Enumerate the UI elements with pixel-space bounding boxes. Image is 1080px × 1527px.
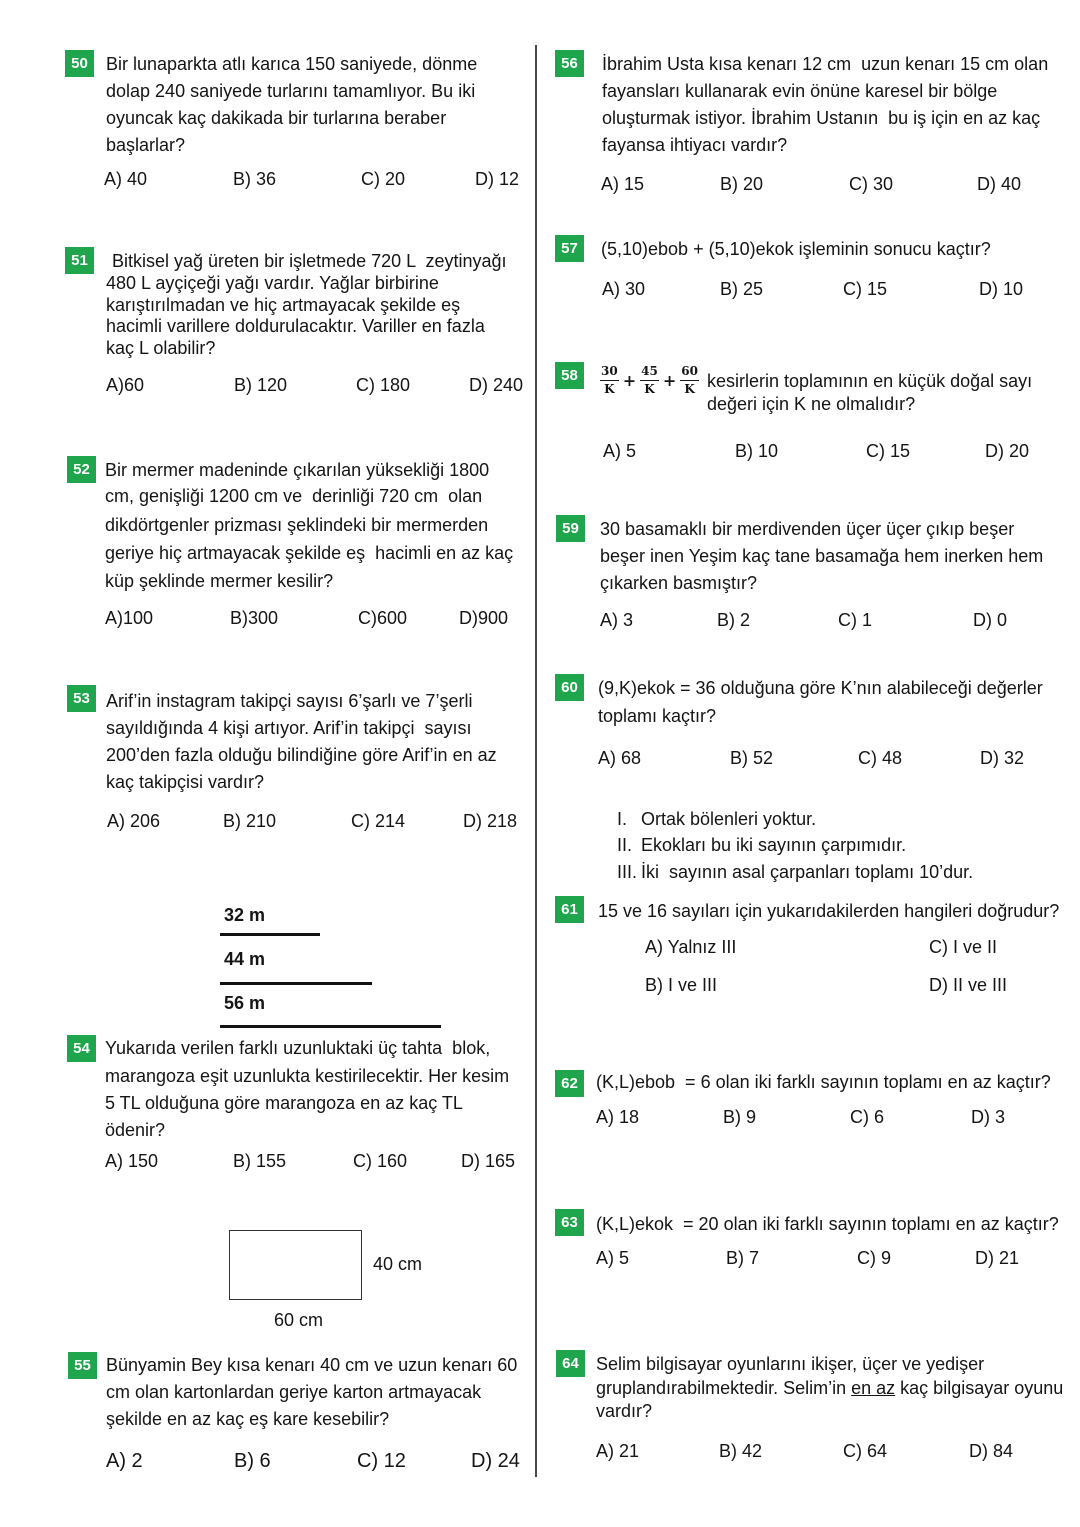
- question-text-line: (5,10)ebob + (5,10)ekok işleminin sonucu kaçtır?: [601, 239, 991, 259]
- planks-figure: [215, 900, 450, 1030]
- question-54: [67, 1035, 532, 1171]
- answer-option-c: C) 12: [357, 1450, 406, 1472]
- statement-text: Ekokları bu iki sayının çarpımıdır.: [641, 835, 907, 855]
- fraction-denominator: K: [644, 381, 655, 396]
- question-61: [555, 896, 1070, 996]
- question-number-badge: 50: [65, 50, 94, 77]
- question-text-line: 5 TL olduğuna göre marangoza en az kaç TL: [105, 1093, 463, 1113]
- plank-label: 32 m: [224, 905, 266, 925]
- question-text-line: vardır?: [596, 1401, 653, 1421]
- question-50: [65, 50, 530, 190]
- question-number-badge: 52: [67, 456, 96, 483]
- plank-line: [220, 1025, 441, 1028]
- answer-option-c: C) 1: [838, 610, 873, 630]
- answer-option-b: B) 42: [719, 1441, 763, 1461]
- answer-option-d: D) 0: [973, 610, 1008, 630]
- question-text-line: 15 ve 16 sayıları için yukarıdakilerden hangileri doğrudur?: [598, 901, 1060, 921]
- answer-option-a: A) 68: [598, 748, 642, 768]
- fraction-numerator: 45: [640, 363, 659, 381]
- answer-option-c: C) 15: [866, 441, 911, 461]
- answer-option-c: C) 9: [857, 1248, 892, 1268]
- question-text-line: ödenir?: [105, 1120, 166, 1140]
- question-text-line: Selim bilgisayar oyunlarını ikişer, üçer ve yedişer: [596, 1354, 985, 1374]
- question-text-line: değeri için K ne olmalıdır?: [707, 394, 916, 414]
- question-60: [555, 674, 1070, 768]
- carton-side-label: 40 cm: [373, 1254, 423, 1274]
- question-text-line: Yukarıda verilen farklı uzunluktaki üç tahta blok,: [105, 1038, 491, 1058]
- text-segment: gruplandırabilmektedir. Selim’in: [596, 1378, 852, 1398]
- answer-option-c: C) 20: [361, 169, 406, 189]
- answer-option-d: D) 24: [471, 1450, 520, 1472]
- question-text-line: kesirlerin toplamının en küçük doğal sayı: [707, 371, 1033, 391]
- question-57: [555, 235, 1070, 300]
- answer-option-d: D) 40: [977, 174, 1022, 194]
- answer-option-c: C) 160: [353, 1151, 408, 1171]
- question-text-line: sayıldığında 4 kişi artıyor. Arif’in takipçi sayısı: [106, 718, 472, 738]
- answer-option-b: B) 210: [223, 811, 277, 831]
- question-text-line: çıkarken basmıştır?: [600, 573, 758, 593]
- answer-option-c: C) 6: [850, 1107, 885, 1127]
- question-text-line: oyuncak kaç dakikada bir turlarına beraber: [106, 108, 447, 128]
- underlined-emphasis: en az: [851, 1378, 896, 1398]
- question-text-line: kaç takipçisi vardır?: [106, 772, 265, 792]
- answer-option-a: A) 15: [601, 174, 645, 194]
- question-text-line: şekilde en az kaç eş kare kesebilir?: [106, 1409, 390, 1429]
- question-text-line: Bitkisel yağ üreten bir işletmede 720 L zeytinyağı: [112, 251, 507, 271]
- plus-sign: +: [622, 370, 637, 390]
- question-number-badge: 57: [555, 235, 584, 262]
- question-text-line: beşer inen Yeşim kaç tane basamağa hem inerken hem: [600, 546, 1044, 566]
- answer-option-c: C) 15: [843, 279, 888, 299]
- fraction-numerator: 30: [600, 363, 619, 381]
- question-59: [556, 515, 1071, 630]
- question-number-badge: 56: [555, 50, 584, 77]
- answer-option-a: A)60: [106, 375, 145, 395]
- plank-label: 44 m: [224, 949, 266, 969]
- question-text-line: geriye hiç artmayacak şekilde eş hacimli en az kaç: [105, 543, 514, 563]
- question-text-line: küp şeklinde mermer kesilir?: [105, 571, 334, 591]
- answer-option-d: D) 240: [469, 375, 524, 395]
- answer-option-a: A) 40: [104, 169, 148, 189]
- statement-text: Ortak bölenleri yoktur.: [641, 809, 817, 829]
- answer-option-b: B) 52: [730, 748, 774, 768]
- question-53: [67, 685, 532, 831]
- answer-option-a: A)100: [105, 608, 154, 628]
- statement-numeral: I.: [617, 809, 628, 829]
- plank-label: 56 m: [224, 993, 266, 1013]
- question-text-line: dikdörtgenler prizması şeklindeki bir mermerden: [105, 515, 489, 535]
- question-52: [67, 456, 532, 628]
- question-text-line: 30 basamaklı bir merdivenden üçer üçer çıkıp beşer: [600, 519, 1015, 539]
- question-63: [555, 1209, 1070, 1268]
- answer-option-d: D) 21: [975, 1248, 1020, 1268]
- plank-line: [220, 933, 320, 936]
- answer-option-c: C) 30: [849, 174, 894, 194]
- plus-sign: +: [662, 370, 677, 390]
- fraction-term: [600, 363, 619, 398]
- fraction-denominator: K: [604, 381, 615, 396]
- answer-option-b: B) 7: [726, 1248, 760, 1268]
- answer-option-d: D) 84: [969, 1441, 1014, 1461]
- question-number-badge: 54: [67, 1035, 96, 1062]
- answer-option-d: D)900: [459, 608, 509, 628]
- answer-option-b: B)300: [230, 608, 279, 628]
- answer-option-a: A) 30: [602, 279, 646, 299]
- question-text-line: oluşturmak istiyor. İbrahim Ustanın bu iş için en az kaç: [602, 108, 1041, 128]
- question-text-line: fayansa ihtiyacı vardır?: [602, 135, 788, 155]
- answer-option-a: A) 150: [105, 1151, 159, 1171]
- question-text-line: 480 L ayçiçeği yağı vardır. Yağlar birbirine: [106, 273, 439, 293]
- answer-option-a: A) 206: [107, 811, 161, 831]
- question-text-line: cm olan kartonlardan geriye karton artmayacak: [106, 1382, 482, 1402]
- question-text-line: [596, 1378, 1063, 1398]
- fraction-expression: [600, 360, 699, 400]
- answer-option-a: A) 5: [596, 1248, 630, 1268]
- question-64: [556, 1350, 1071, 1461]
- answer-option-b: B) 6: [234, 1450, 271, 1472]
- carton-figure: [225, 1226, 465, 1332]
- answer-option-c: C) 64: [843, 1441, 888, 1461]
- question-text-line: İbrahim Usta kısa kenarı 12 cm uzun kenarı 15 cm olan: [602, 54, 1049, 74]
- answer-option-b: B) 25: [720, 279, 764, 299]
- question-text-line: Bir lunaparkta atlı karıca 150 saniyede, dönme: [106, 54, 478, 74]
- question-text-line: marangoza eşit uzunlukta kestirilecektir. Her kesim: [105, 1066, 510, 1086]
- question-text-line: dolap 240 saniyede turlarını tamamlıyor. Bu iki: [106, 81, 476, 101]
- answer-option-a: A) 3: [600, 610, 634, 630]
- answer-option-a: A) 2: [106, 1450, 143, 1472]
- question-56: [555, 50, 1070, 195]
- plank-line: [220, 982, 372, 985]
- question-number-badge: 53: [67, 685, 96, 712]
- answer-option-a: A) 21: [596, 1441, 640, 1461]
- question-number-badge: 51: [65, 247, 94, 274]
- answer-option-d: D) 3: [971, 1107, 1006, 1127]
- question-number-badge: 59: [556, 515, 585, 542]
- question-text-line: (K,L)ekok = 20 olan iki farklı sayının toplamı en az kaçtır?: [596, 1214, 1059, 1234]
- answer-option-d: D) 218: [463, 811, 518, 831]
- answer-option-c: C) 48: [858, 748, 903, 768]
- answer-option-a: A) Yalnız III: [645, 937, 737, 957]
- question-text-line: Arif’in instagram takipçi sayısı 6’şarlı ve 7’şerli: [106, 691, 473, 711]
- answer-option-b: B) 120: [234, 375, 288, 395]
- answer-option-d: D) 10: [979, 279, 1024, 299]
- answer-option-c: C) I ve II: [929, 937, 998, 957]
- question-text-line: (9,K)ekok = 36 olduğuna göre K’nın alabileceği değerler: [598, 678, 1043, 698]
- answer-option-d: D) 12: [475, 169, 520, 189]
- question-55: [68, 1352, 533, 1474]
- statement-text: İki sayının asal çarpanları toplamı 10’dur.: [641, 862, 974, 882]
- question-text-line: toplamı kaçtır?: [598, 706, 717, 726]
- answer-option-b: B) 155: [233, 1151, 287, 1171]
- answer-option-b: B) 10: [735, 441, 779, 461]
- fraction-term: [640, 363, 659, 398]
- question-51: [65, 247, 530, 397]
- answer-option-c: C) 214: [351, 811, 406, 831]
- answer-option-b: B) 36: [233, 169, 277, 189]
- question-text-line: 200’den fazla olduğu bilindiğine göre Arif’in en az: [106, 745, 497, 765]
- answer-option-b: B) 20: [720, 174, 764, 194]
- question-text-line: karıştırılmadan ve hiç artmayacak şekilde eş: [106, 295, 461, 315]
- question-58: [555, 360, 1070, 462]
- question-number-badge: 60: [555, 674, 584, 701]
- question-number-badge: 63: [555, 1209, 584, 1236]
- answer-option-d: D) 165: [461, 1151, 516, 1171]
- question-number-badge: 55: [68, 1352, 97, 1379]
- statement-numeral: III.: [617, 862, 638, 882]
- question-text-line: Bir mermer madeninde çıkarılan yüksekliği 1800: [105, 460, 490, 480]
- question-number-badge: 62: [555, 1070, 584, 1097]
- question-number-badge: 61: [555, 896, 584, 923]
- answer-option-b: B) 9: [723, 1107, 757, 1127]
- answer-option-a: A) 18: [596, 1107, 640, 1127]
- answer-option-c: C)600: [358, 608, 408, 628]
- question-text-line: başlarlar?: [106, 135, 186, 155]
- answer-option-d: D) II ve III: [929, 975, 1008, 995]
- answer-option-d: D) 20: [985, 441, 1030, 461]
- question-number-badge: 64: [556, 1350, 585, 1377]
- question-62: [555, 1070, 1070, 1127]
- statement-numeral: II.: [617, 835, 633, 855]
- question-text-line: kaç L olabilir?: [106, 338, 216, 358]
- answer-option-c: C) 180: [356, 375, 411, 395]
- question-text-line: fayansları kullanarak evin önüne karesel bir bölge: [602, 81, 998, 101]
- text-segment: kaç bilgisayar oyunu: [895, 1378, 1064, 1398]
- fraction-denominator: K: [684, 381, 695, 396]
- question-text-line: (K,L)ebob = 6 olan iki farklı sayının toplamı en az kaçtır?: [596, 1072, 1051, 1092]
- answer-option-b: B) 2: [717, 610, 751, 630]
- question-text-line: hacimli varillere doldurulacaktır. Variller en fazla: [106, 316, 485, 336]
- statements-list: [610, 805, 1010, 885]
- answer-option-b: B) I ve III: [645, 975, 718, 995]
- answer-option-d: D) 32: [980, 748, 1025, 768]
- fraction-term: [680, 363, 699, 398]
- carton-rectangle: [229, 1230, 362, 1300]
- fraction-numerator: 60: [680, 363, 699, 381]
- answer-option-a: A) 5: [603, 441, 637, 461]
- carton-bottom-label: 60 cm: [274, 1310, 324, 1330]
- question-text-line: Bünyamin Bey kısa kenarı 40 cm ve uzun kenarı 60: [106, 1355, 518, 1375]
- column-divider: [535, 45, 537, 1477]
- question-text-line: cm, genişliği 1200 cm ve derinliği 720 cm olan: [105, 486, 483, 506]
- question-number-badge: 58: [555, 362, 584, 389]
